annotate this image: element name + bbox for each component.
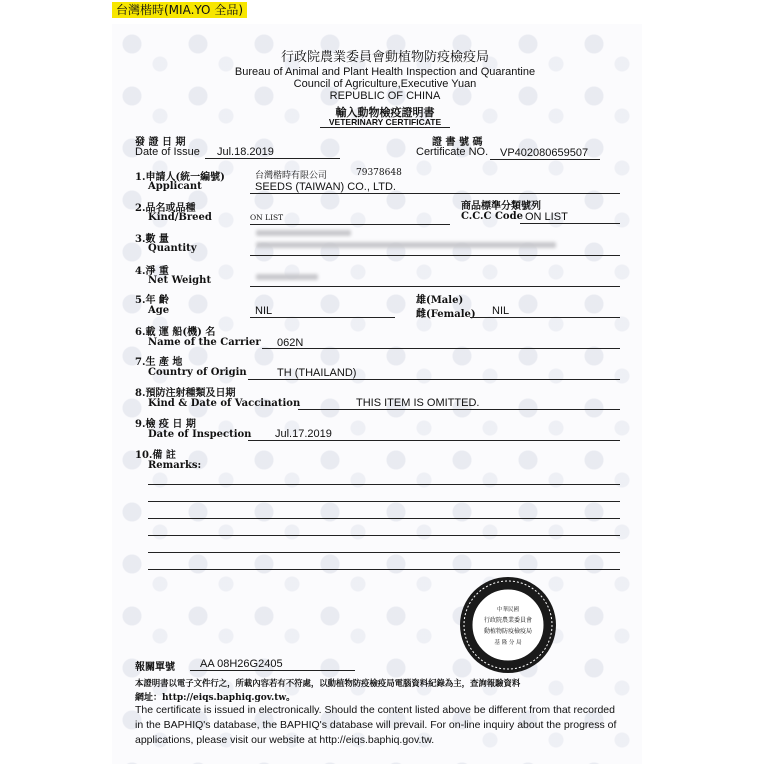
title-underline [320, 127, 450, 128]
applicant-line [250, 193, 620, 194]
age-value: NIL [255, 305, 273, 317]
agency-title-en: Bureau of Animal and Plant Health Inspection and Quarantine [234, 66, 536, 78]
male-label: 雄(Male) [416, 295, 464, 306]
inspection-label-zh: 9.檢 疫 日 期 [135, 419, 196, 430]
weight-label-zh: 4.淨 重 [135, 266, 169, 277]
kind-label-en: Kind/Breed [148, 212, 212, 223]
report-no-label: 報關單號 [135, 662, 175, 673]
certificate-title-en: VETERINARY CERTIFICATE [328, 117, 442, 127]
sex-line [470, 317, 620, 318]
carrier-value: 062N [277, 337, 304, 349]
official-seal-stamp [458, 575, 558, 675]
agency-title-zh: 行政院農業委員會動植物防疫檢疫局 [280, 50, 489, 65]
cert-no-label-en: Certificate NO. [416, 146, 489, 158]
ccc-value: ON LIST [525, 211, 568, 223]
footer-note-en-1: The certificate is issued in electronically. Should the content listed above be different from that recorded [135, 704, 615, 716]
remarks-label-en: Remarks: [148, 460, 202, 471]
origin-label-zh: 7.生 產 地 [135, 357, 183, 368]
applicant-name-zh: 台灣楷時有限公司 [255, 171, 328, 181]
applicant-id: 79378648 [356, 168, 402, 178]
watermark-tag: 台灣楷時(MIA.YO 全品) [112, 2, 247, 18]
inspection-label-en: Date of Inspection [148, 429, 252, 440]
report-no-line [190, 670, 355, 671]
carrier-label-zh: 6.載 運 船(機) 名 [135, 327, 216, 338]
vaccination-label-zh: 8.預防注射種類及日期 [135, 388, 236, 399]
quantity-line [250, 255, 620, 256]
remarks-line-1 [148, 484, 620, 485]
inspection-line [248, 440, 620, 441]
certificate-title-zh: 輸入動物檢疫證明書 [335, 106, 435, 119]
ccc-label-zh: 商品標準分類號列 [461, 201, 541, 212]
seal-line-1: 中華民國 [496, 607, 520, 613]
vaccination-label-en: Kind & Date of Vaccination [148, 398, 301, 409]
remarks-line-2 [148, 501, 620, 502]
cert-no-label-zh: 證 書 號 碼 [432, 137, 483, 148]
carrier-line [262, 348, 620, 349]
council-title: Council of Agriculture,Executive Yuan [293, 78, 477, 90]
female-label: 雌(Female) [416, 309, 476, 320]
kind-line [250, 224, 450, 225]
applicant-label-zh: 1.申請人(統一編號) [135, 172, 225, 183]
seal-line-4: 基 隆 分 局 [494, 640, 522, 646]
quantity-label-zh: 3.數 量 [135, 234, 169, 245]
issue-date-label-zh: 發 證 日 期 [135, 137, 186, 148]
report-no-value: AA 08H26G2405 [200, 658, 283, 670]
footer-note-zh-2: 網址：http://eiqs.baphiq.gov.tw。 [135, 693, 296, 703]
quantity-redacted-1 [256, 230, 351, 236]
vaccination-value: THIS ITEM IS OMITTED. [356, 397, 480, 409]
age-line [250, 317, 395, 318]
quantity-label-en: Quantity [148, 243, 197, 254]
cert-no-line [490, 159, 600, 160]
origin-label-en: Country of Origin [148, 367, 247, 378]
cert-no-value: VP402080659507 [500, 147, 589, 159]
origin-line [248, 379, 620, 380]
remarks-line-5 [148, 552, 620, 553]
seal-line-3: 動植物防疫檢疫局 [483, 628, 533, 635]
female-value: NIL [492, 305, 510, 317]
age-label-en: Age [148, 305, 170, 316]
kind-label-zh: 2.品名或品種 [135, 203, 196, 214]
age-label-zh: 5.年 齡 [135, 295, 169, 306]
remarks-line-6 [148, 569, 620, 570]
remarks-line-4 [148, 535, 620, 536]
footer-note-en-3: applications, please visit our website at http://eiqs.baphiq.gov.tw. [135, 734, 435, 746]
ccc-label-en: C.C.C Code [461, 211, 523, 222]
applicant-label-en: Applicant [148, 181, 202, 192]
footer-note-en-2: in the BAPHIQ's database, the BAPHIQ's database will prevail. For on-line inquiry about the progress of [135, 719, 617, 731]
footer-note-zh-1: 本證明書以電子文件行之，所載內容若有不符處，以動植物防疫檢疫局電腦資料紀錄為主，查詢報驗資料 [135, 678, 521, 688]
carrier-label-en: Name of the Carrier [148, 337, 261, 348]
quantity-redacted-2 [256, 242, 556, 248]
issue-date-line [205, 158, 340, 159]
origin-value: TH (THAILAND) [277, 367, 357, 379]
seal-line-2: 行政院農業委員會 [483, 617, 533, 624]
weight-redacted [256, 274, 318, 280]
inspection-value: Jul.17.2019 [275, 428, 332, 440]
issue-date-value: Jul.18.2019 [217, 146, 274, 158]
remarks-line-3 [148, 518, 620, 519]
kind-value: ON LIST [250, 213, 284, 222]
weight-label-en: Net Weight [148, 275, 212, 286]
ccc-line [520, 223, 620, 224]
vaccination-line [298, 409, 620, 410]
weight-line [250, 286, 620, 287]
applicant-value: SEEDS (TAIWAN) CO., LTD. [255, 181, 396, 193]
country-title: REPUBLIC OF CHINA [329, 90, 441, 102]
issue-date-label-en: Date of Issue [135, 146, 200, 158]
remarks-label-zh: 10.備 註 [135, 450, 176, 461]
